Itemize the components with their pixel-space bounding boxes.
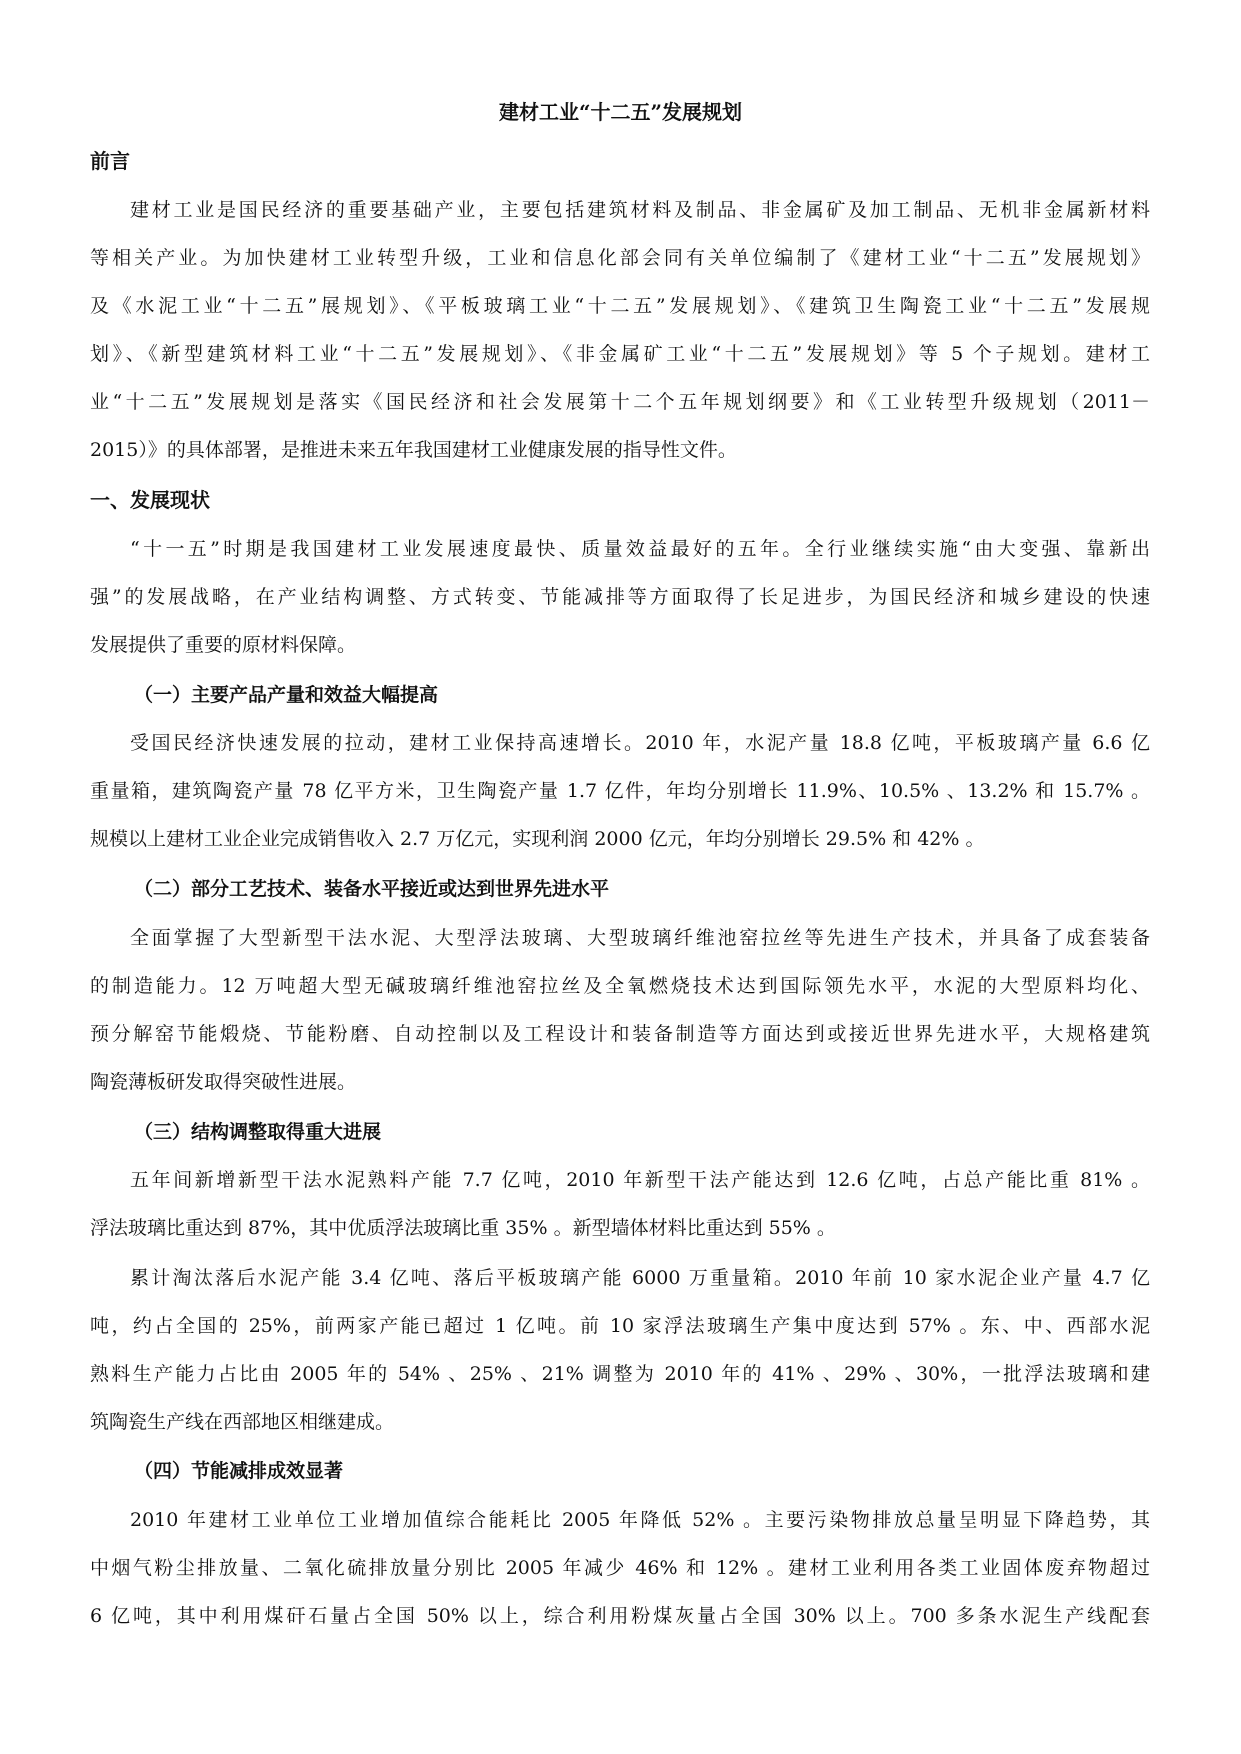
subsection-heading: （四）节能减排成效显著 bbox=[134, 1460, 344, 1482]
text-line: “十一五”时期是我国建材工业发展速度最快、质量效益最好的五年。全行业继续实施“由大变强、靠新出 bbox=[130, 538, 1150, 560]
subsection-heading: （二）部分工艺技术、装备水平接近或达到世界先进水平 bbox=[134, 878, 610, 900]
text-line: 强”的发展战略，在产业结构调整、方式转变、节能减排等方面取得了长足进步，为国民经济和城乡建设的快速 bbox=[90, 586, 1150, 608]
text-line: 6 亿吨，其中利用煤矸石量占全国 50% 以上，综合利用粉煤灰量占全国 30% 以上。700 多条水泥生产线配套 bbox=[90, 1605, 1150, 1627]
text-line: 2015）》的具体部署，是推进未来五年我国建材工业健康发展的指导性文件。 bbox=[90, 439, 737, 461]
text-line: 中烟气粉尘排放量、二氧化硫排放量分别比 2005 年减少 46% 和 12% 。建材工业利用各类工业固体废弃物超过 bbox=[90, 1557, 1150, 1579]
section-heading: 一、发展现状 bbox=[90, 488, 210, 512]
subsection-paragraph bbox=[90, 1165, 1150, 1261]
subsection-heading: （三）结构调整取得重大进展 bbox=[134, 1121, 382, 1143]
text-line: 预分解窑节能煅烧、节能粉磨、自动控制以及工程设计和装备制造等方面达到或接近世界先进水平，大规格建筑 bbox=[90, 1023, 1150, 1045]
text-line: 业“十二五”发展规划是落实《国民经济和社会发展第十二个五年规划纲要》和《工业转型升级规划（2011－ bbox=[90, 391, 1150, 413]
text-line: 浮法玻璃比重达到 87%，其中优质浮法玻璃比重 35% 。新型墙体材料比重达到 55% 。 bbox=[90, 1217, 836, 1239]
text-line: 筑陶瓷生产线在西部地区相继建成。 bbox=[90, 1411, 395, 1433]
section-intro-paragraph bbox=[90, 534, 1150, 678]
subsection-heading: （一）主要产品产量和效益大幅提高 bbox=[134, 684, 439, 706]
text-line: 五年间新增新型干法水泥熟料产能 7.7 亿吨，2010 年新型干法产能达到 12.6 亿吨，占总产能比重 81% 。 bbox=[130, 1169, 1150, 1191]
text-line: 划》、《新型建筑材料工业“十二五”发展规划》、《非金属矿工业“十二五”发展规划》等 5 个子规划。建材工 bbox=[90, 343, 1150, 365]
subsection-paragraph bbox=[90, 1505, 1150, 1649]
foreword-paragraph bbox=[90, 195, 1150, 483]
text-line: 2010 年建材工业单位工业增加值综合能耗比 2005 年降低 52% 。主要污染物排放总量呈明显下降趋势，其 bbox=[130, 1509, 1150, 1531]
text-line: 受国民经济快速发展的拉动，建材工业保持高速增长。2010 年，水泥产量 18.8 亿吨，平板玻璃产量 6.6 亿 bbox=[130, 732, 1150, 754]
subsection-paragraph bbox=[90, 1263, 1150, 1455]
text-line: 熟料生产能力占比由 2005 年的 54% 、25% 、21% 调整为 2010 年的 41% 、29% 、30%，一批浮法玻璃和建 bbox=[90, 1363, 1150, 1385]
foreword-heading: 前言 bbox=[90, 149, 130, 173]
text-line: 及《水泥工业“十二五”展规划》、《平板玻璃工业“十二五”发展规划》、《建筑卫生陶瓷工业“十二五”发展规 bbox=[90, 295, 1150, 317]
text-line: 的制造能力。12 万吨超大型无碱玻璃纤维池窑拉丝及全氧燃烧技术达到国际领先水平，水泥的大型原料均化、 bbox=[90, 975, 1150, 997]
text-line: 发展提供了重要的原材料保障。 bbox=[90, 634, 357, 656]
text-line: 重量箱，建筑陶瓷产量 78 亿平方米，卫生陶瓷产量 1.7 亿件，年均分别增长 11.9%、10.5% 、13.2% 和 15.7% 。 bbox=[90, 780, 1150, 802]
subsection-paragraph bbox=[90, 728, 1150, 872]
text-line: 陶瓷薄板研发取得突破性进展。 bbox=[90, 1071, 357, 1093]
text-line: 规模以上建材工业企业完成销售收入 2.7 万亿元，实现利润 2000 亿元，年均分别增长 29.5% 和 42% 。 bbox=[90, 828, 985, 850]
text-line: 建材工业是国民经济的重要基础产业，主要包括建筑材料及制品、非金属矿及加工制品、无机非金属新材料 bbox=[130, 199, 1150, 221]
document-title: 建材工业“十二五”发展规划 bbox=[498, 100, 742, 124]
text-line: 累计淘汰落后水泥产能 3.4 亿吨、落后平板玻璃产能 6000 万重量箱。2010 年前 10 家水泥企业产量 4.7 亿 bbox=[130, 1267, 1150, 1289]
subsection-paragraph bbox=[90, 923, 1150, 1115]
text-line: 全面掌握了大型新型干法水泥、大型浮法玻璃、大型玻璃纤维池窑拉丝等先进生产技术，并具备了成套装备 bbox=[130, 927, 1150, 949]
text-line: 等相关产业。为加快建材工业转型升级，工业和信息化部会同有关单位编制了《建材工业“十二五”发展规划》 bbox=[90, 247, 1150, 269]
text-line: 吨，约占全国的 25%，前两家产能已超过 1 亿吨。前 10 家浮法玻璃生产集中度达到 57% 。东、中、西部水泥 bbox=[90, 1315, 1150, 1337]
